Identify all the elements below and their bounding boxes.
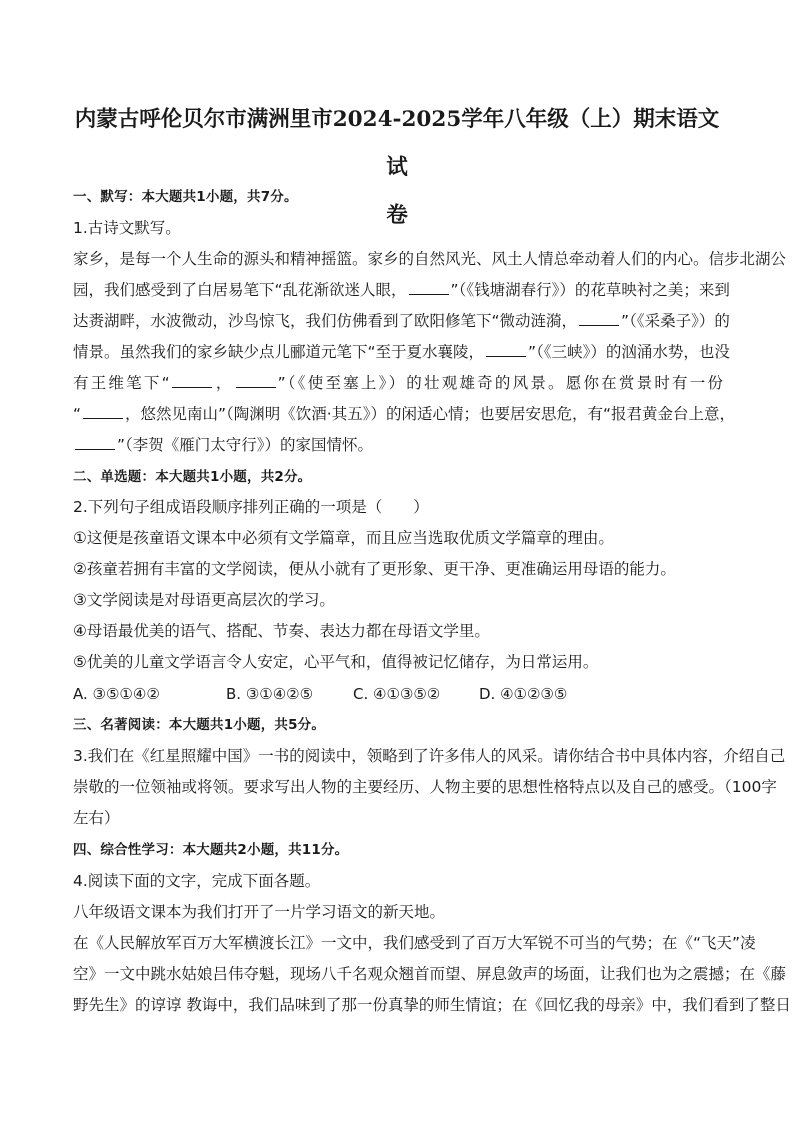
section-3-heading: 三、名著阅读：本大题共1小题，共5分。 [73, 717, 326, 733]
answer-blank[interactable] [83, 404, 123, 419]
answer-blank[interactable] [75, 435, 115, 450]
q4-passage-line-1: 八年级语文课本为我们打开了一片学习语文的新天地。 [73, 903, 446, 921]
q2-sentence-1: ①这便是孩童语文课本中必须有文学篇章，而且应当选取优质文学篇章的理由。 [73, 529, 614, 547]
answer-blank[interactable] [409, 280, 449, 295]
q1-passage-line-3: 达赉湖畔，水波微动，沙鸟惊飞，我们仿佛看到了欧阳修笔下“微动涟漪， ”（《采桑子》）的 [73, 312, 730, 330]
q4-passage-line-4: 野先生》的谆谆 教诲中，我们品味到了那一份真挚的师生情谊；在《回忆我的母亲》中，我们看到了整日 [73, 996, 791, 1014]
option-c[interactable]: C. ④①③⑤② [353, 685, 441, 703]
answer-blank[interactable] [236, 373, 276, 388]
exam-title-line-1: 内蒙古呼伦贝尔市满洲里市2024-2025学年八年级（上）期末语文试 [74, 107, 720, 180]
option-d[interactable]: D. ④①②③⑤ [479, 685, 568, 703]
q1-passage-line-4: 情景。虽然我们的家乡缺少点儿郦道元笔下“至于夏水襄陵， ”（《三峡》）的汹涌水势，也没 [73, 343, 730, 361]
q3-line-3: 左右） [73, 809, 120, 827]
exam-title-line-2: 卷 [386, 203, 408, 228]
section-1-heading: 一、默写：本大题共1小题，共7分。 [73, 189, 298, 205]
q1-passage-line-1: 家乡，是每一个人生命的源头和精神摇篮。家乡的自然风光、风土人情总牵动着人们的内心。信步北湖公 [73, 250, 787, 268]
question-1-title: 1.古诗文默写。 [73, 219, 181, 237]
q2-sentence-5: ⑤优美的儿童文学语言令人安定，心平气和，值得被记忆储存，为日常运用。 [73, 653, 599, 671]
q4-passage-line-3: 空》一文中跳水姑娘吕伟夺魁，现场八千名观众翘首而望、屏息敛声的场面，让我们也为之震撼；在《藤 [73, 965, 787, 983]
answer-blank[interactable] [172, 373, 212, 388]
q2-sentence-2: ②孩童若拥有丰富的文学阅读，便从小就有了更形象、更干净、更准确运用母语的能力。 [73, 560, 676, 578]
q3-line-1: 3.我们在《红星照耀中国》一书的阅读中，领略到了许多伟人的风采。请你结合书中具体内容，介绍自己 [73, 747, 786, 765]
section-2-heading: 二、单选题：本大题共1小题，共2分。 [73, 469, 312, 485]
q1-passage-line-6: “ ，悠然见南山”（陶渊明《饮酒·其五》）的闲适心情；也要居安思危，有“报君黄金台上意， [73, 405, 736, 423]
section-4-heading: 四、综合性学习：本大题共2小题，共11分。 [73, 842, 349, 858]
q4-passage-line-2: 在《人民解放军百万大军横渡长江》一文中，我们感受到了百万大军锐不可当的气势；在《“飞天”凌 [73, 934, 756, 952]
question-2-title: 2.下列句子组成语段顺序排列正确的一项是（ ） [73, 498, 429, 516]
option-a[interactable]: A. ③⑤①④② [73, 685, 160, 703]
answer-blank[interactable] [486, 342, 526, 357]
q1-passage-line-5: 有王维笔下“ ， ”（《使至塞上》）的壮观雄奇的风景。愿你在赏景时有一份 [73, 374, 723, 392]
option-b[interactable]: B. ③①④②⑤ [226, 685, 314, 703]
q3-line-2: 崇敬的一位领袖或将领。要求写出人物的主要经历、人物主要的思想性格特点以及自己的感受。（100字 [73, 778, 777, 796]
q1-passage-line-7: ”（李贺《雁门太守行》）的家国情怀。 [73, 434, 723, 456]
q2-sentence-4: ④母语最优美的语气、搭配、节奏、表达力都在母语文学里。 [73, 622, 490, 640]
question-4-title: 4.阅读下面的文字，完成下面各题。 [73, 872, 321, 890]
q2-sentence-3: ③文学阅读是对母语更高层次的学习。 [73, 591, 335, 609]
answer-blank[interactable] [579, 311, 619, 326]
q1-passage-line-2: 园，我们感受到了白居易笔下“乱花渐欲迷人眼， ”（《钱塘湖春行》）的花草映衬之美；来到 [73, 281, 730, 299]
